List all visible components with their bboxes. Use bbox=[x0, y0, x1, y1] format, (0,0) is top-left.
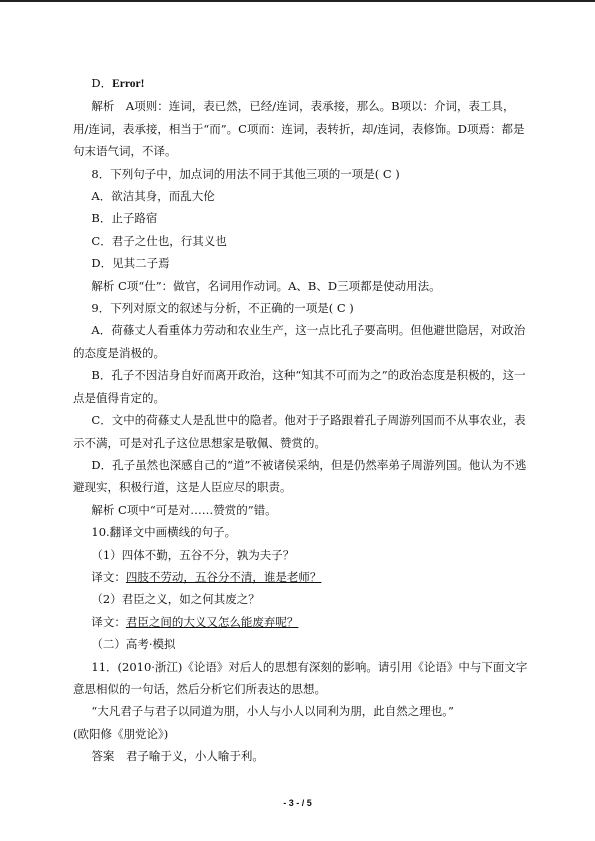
option-d-line bbox=[73, 72, 528, 95]
q9-option-b: B．孔子不因洁身自好而离开政治，这种“知其不可而为之”的政治态度是积极的，这一点是值得肯定的。 bbox=[73, 368, 526, 405]
translation-answer: 君臣之间的大义又怎么能废弃呢？ bbox=[125, 614, 299, 629]
error-text: Error! bbox=[112, 78, 145, 90]
translation-1 bbox=[73, 566, 528, 588]
q8-option-b: B．止子路宿 bbox=[91, 211, 158, 226]
q10-sentence-2: （2）君臣之义，如之何其废之？ bbox=[91, 592, 260, 607]
quote-text: “大凡君子与君子以同道为朋，小人与小人以同利为朋，此自然之理也。” bbox=[91, 704, 454, 719]
answer-q11: 答案 君子喻于义，小人喻于利。 bbox=[91, 749, 264, 764]
page-number: - 3 - / 5 bbox=[283, 798, 312, 808]
q8-option-c: C．君子之仕也，行其义也 bbox=[91, 233, 227, 248]
analysis-q8: 解析 C项“仕”：做官，名词用作动词。A、B、D三项都是使动用法。 bbox=[91, 278, 441, 293]
q8-option-a: A．欲洁其身，而乱大伦 bbox=[91, 189, 215, 204]
section-heading: （二）高考·模拟 bbox=[91, 637, 176, 652]
question-11: 11．(2010·浙江)《论语》对后人的思想有深刻的影响。请引用《论语》中与下面文字意思相似的一句话，然后分析它们所表达的思想。 bbox=[73, 659, 528, 696]
q8-option-d: D．见其二子焉 bbox=[91, 256, 170, 271]
option-d-label: D． bbox=[91, 76, 113, 90]
translation-label: 译文： bbox=[91, 614, 126, 629]
q9-option-c: C．文中的荷蓧丈人是乱世中的隐者。他对于子路跟着孔子周游列国而不从事农业，表示不满，可是对孔子这位思想家是敬佩、赞赏的。 bbox=[73, 413, 526, 450]
translation-answer: 四肢不劳动，五谷分不清，谁是老师？ bbox=[125, 569, 322, 584]
header-rule bbox=[0, 0, 595, 2]
analysis-q9: 解析 C项中“可是对……赞赏的”错。 bbox=[91, 502, 277, 517]
q9-option-d: D．孔子虽然也深感自己的“道”不被诸侯采纳，但是仍然率弟子周游列国。他认为不逃避现实，积极行道，这是人臣应尽的职责。 bbox=[73, 457, 527, 495]
quote-source: (欧阳修《朋党论》) bbox=[73, 726, 169, 741]
q10-sentence-1: （1）四体不勤，五谷不分，孰为夫子？ bbox=[91, 547, 295, 562]
question-10: 10.翻译文中画横线的句子。 bbox=[91, 525, 237, 540]
document-body bbox=[73, 72, 528, 768]
analysis-q7: 解析 A项则：连词，表已然，已经/连词，表承接，那么。B项以：介词，表工具，用/连词，表承接，相当于“而”。C项而：连词，表转折，却/连词，表修饰。D项焉：都是句末语气词，不译。 bbox=[73, 99, 525, 159]
translation-2 bbox=[73, 611, 528, 633]
question-9: 9．下列对原文的叙述与分析，不正确的一项是( C ) bbox=[91, 301, 354, 316]
q9-option-a: A．荷蓧丈人看重体力劳动和农业生产，这一点比孔子要高明。但他避世隐居，对政治的态度是消极的。 bbox=[73, 323, 526, 360]
translation-label: 译文： bbox=[91, 569, 126, 584]
question-8: 8．下列句子中，加点词的用法不同于其他三项的一项是( C ) bbox=[91, 166, 400, 181]
